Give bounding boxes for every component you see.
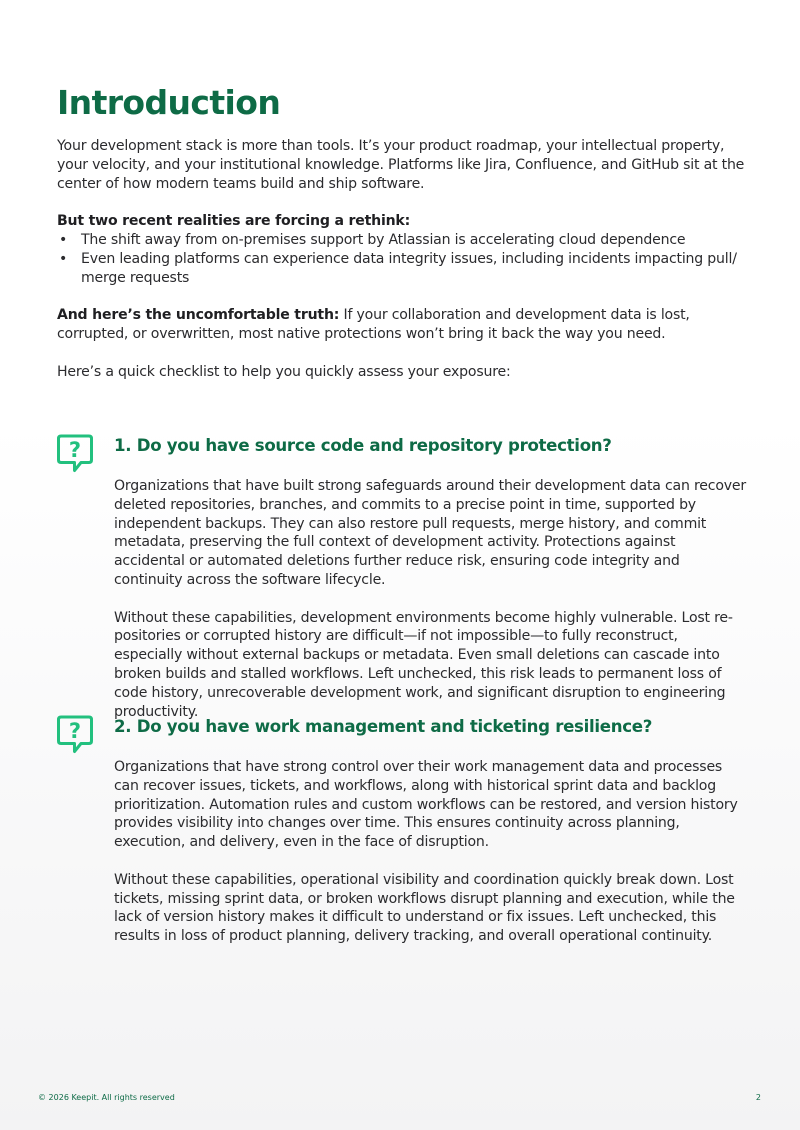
realities-lead-bold: But two recent realities are forcing a rethink: bbox=[57, 213, 411, 230]
intro-block bbox=[57, 137, 747, 381]
checklist-lead: Here’s a quick checklist to help you quickly assess your exposure: bbox=[57, 363, 511, 380]
list-item bbox=[57, 250, 747, 288]
list-item-text: Even leading platforms can experience data integrity issues, including incidents impacting pull/ merge requests bbox=[81, 250, 737, 286]
intro-paragraph: Your development stack is more than tools. It’s your product roadmap, your intellectual property, your velocity, and your institutional knowledge. Platforms like Jira, Confluence, and GitHub sit at the center of how modern teams build and ship software. bbox=[57, 138, 745, 192]
section-heading: 2. Do you have work management and ticketing resilience? bbox=[114, 717, 653, 736]
list-item bbox=[57, 231, 747, 250]
bullet-icon: • bbox=[59, 250, 68, 267]
question-bubble-icon bbox=[56, 714, 96, 754]
realities-lead bbox=[57, 212, 747, 231]
realities-list bbox=[57, 231, 747, 287]
question-bubble-icon bbox=[56, 433, 96, 473]
section-heading: 1. Do you have source code and repository protection? bbox=[114, 436, 612, 455]
section-paragraph: Without these capabilities, development environments become highly vulnerable. Lost re-positories or corrupted history are difficult—if not impossible—to fully reconstruct, especially without external backups or metadata. Even small deletions can cascade into broken builds and stalled workflows. Left unchecked, this risk leads to permanent loss of code history, unrecoverable development work, and significant disruption to engineering productivity. bbox=[114, 609, 733, 720]
page-title: Introduction bbox=[57, 83, 281, 122]
truth-paragraph bbox=[57, 306, 747, 344]
section-paragraph: Without these capabilities, operational visibility and coordination quickly break down. Lost tickets, missing sprint data, or broken workflows disrupt planning and execution, while the lack of version history makes it difficult to understand or fix issues. Left unchecked, this results in loss of product planning, delivery tracking, and overall operational continuity. bbox=[114, 871, 735, 945]
section-body bbox=[114, 758, 746, 946]
section-body bbox=[114, 477, 746, 721]
truth-text: If your collaboration and development data is lost, corrupted, or overwritten, most native protections won’t bring it back the way you need. bbox=[57, 307, 690, 342]
list-item-text: The shift away from on-premises support by Atlassian is accelerating cloud dependence bbox=[81, 231, 686, 248]
question-mark-glyph: ? bbox=[68, 438, 82, 462]
section-paragraph: Organizations that have built strong safeguards around their development data can recover deleted repositories, branches, and commits to a precise point in time, supported by independent backups. They can also restore pull requests, merge history, and commit metadata, preserving the full context of development activity. Protections against accidental or automated deletions further reduce risk, ensuring code integrity and continuity across the software lifecycle. bbox=[114, 478, 746, 588]
page-number: 2 bbox=[755, 1093, 761, 1102]
question-mark-glyph: ? bbox=[68, 719, 82, 743]
bullet-icon: • bbox=[59, 231, 68, 248]
footer-copyright: © 2026 Keepit. All rights reserved bbox=[38, 1093, 175, 1102]
section-paragraph: Organizations that have strong control over their work management data and processes can recover issues, tickets, and workflows, along with historical sprint data and backlog prioritization. Automation rules and custom workflows can be restored, and version history provides visibility into changes over time. This ensures continuity across planning, execution, and delivery, even in the face of disruption. bbox=[114, 759, 738, 851]
truth-lead: And here’s the uncomfortable truth: bbox=[57, 307, 340, 324]
